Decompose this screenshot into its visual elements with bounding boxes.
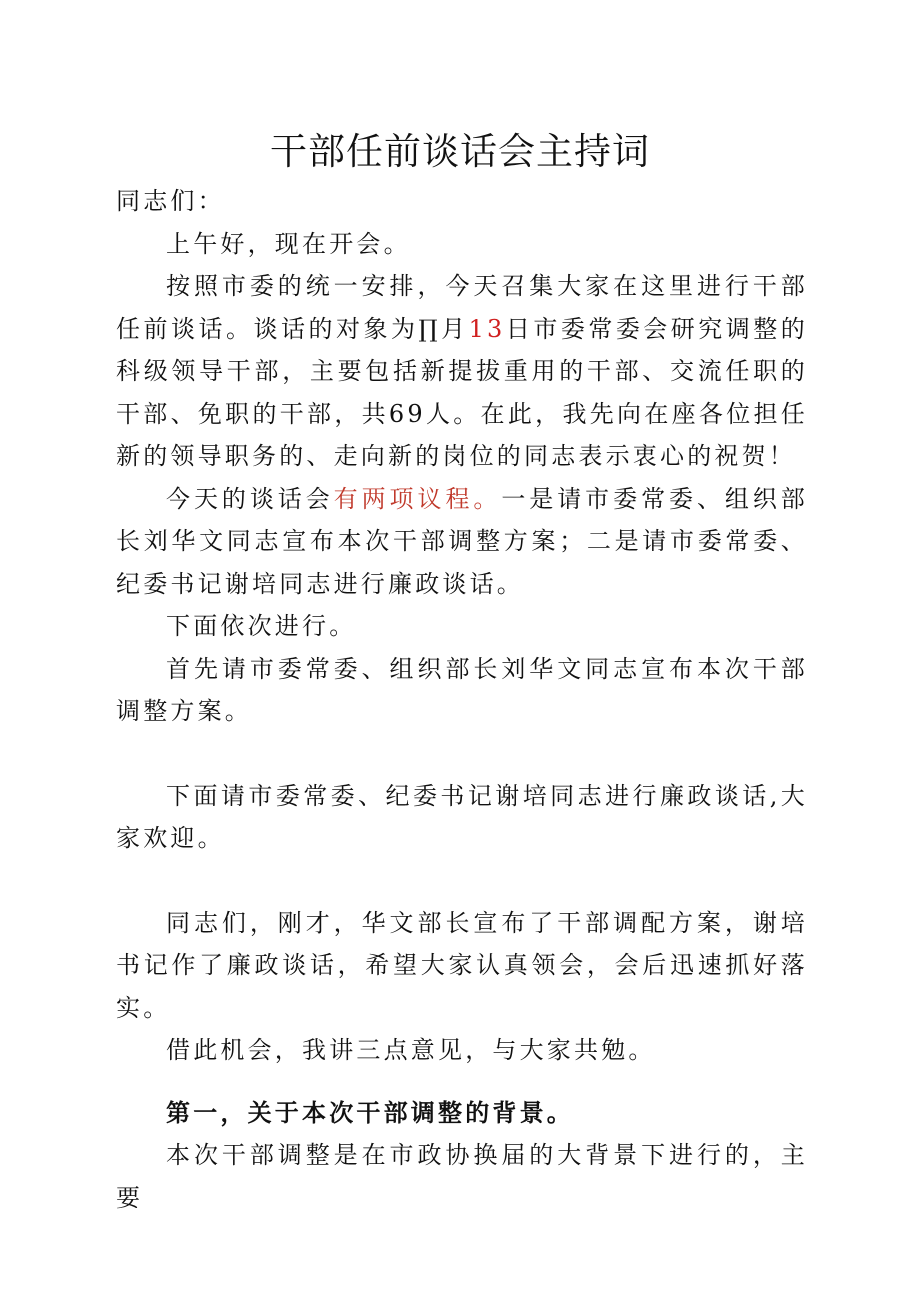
greeting-paragraph: 上午好，现在开会。 [166, 229, 411, 258]
summary-paragraph: 同志们，刚才，华文部长宣布了干部调配方案，谢培书记作了廉政谈话，希望大家认真领会，会后迅速抓好落实。 [116, 908, 808, 1022]
agenda-text-a: 今天的谈话会 [166, 484, 334, 513]
background-paragraph: 本次干部调整是在市政协换届的大背景下进行的，主要 [116, 1141, 808, 1212]
document-title: 干部任前谈话会主持词 [270, 130, 650, 173]
agenda-text-c: 一是请市委常委、组织部长刘华文同志宣布本次干部调整方案；二是请市委常委、纪委书记谢培同志进行廉政谈话。 [116, 484, 808, 598]
month-text: ∏月 [418, 314, 469, 343]
section-heading-1: 第一，关于本次干部调整的背景。 [166, 1097, 574, 1127]
opinions-paragraph: 借此机会，我讲三点意见，与大家共勉。 [166, 1036, 656, 1064]
announce-paragraph: 首先请市委常委、组织部长刘华文同志宣布本次干部调整方案。 [116, 654, 808, 725]
date-number: 13 [468, 314, 506, 343]
salutation: 同志们： [116, 187, 225, 215]
agenda-paragraph [116, 478, 808, 606]
document-body [116, 180, 808, 1219]
arrangement-text-d: 日市委常委会研究调整的科级领导干部，主要包括新提拔重用的干部、交流任职的干部、免职的干部，共69人。在此，我先向在座各位担任新的领导职务的、走向新的岗位的同志表示衷心的祝贺！ [116, 314, 808, 470]
arrangement-paragraph [116, 265, 808, 478]
agenda-highlight: 有两项议程。 [333, 484, 502, 513]
arrangement-text-a: 按照市委的统一安排，今天召集大家在这里进行干部任前谈话。谈话的对象为 [116, 272, 808, 343]
integrity-talk-paragraph: 下面请市委常委、纪委书记谢培同志进行廉政谈话,大家欢迎。 [116, 781, 808, 852]
proceed-paragraph: 下面依次进行。 [166, 612, 357, 640]
